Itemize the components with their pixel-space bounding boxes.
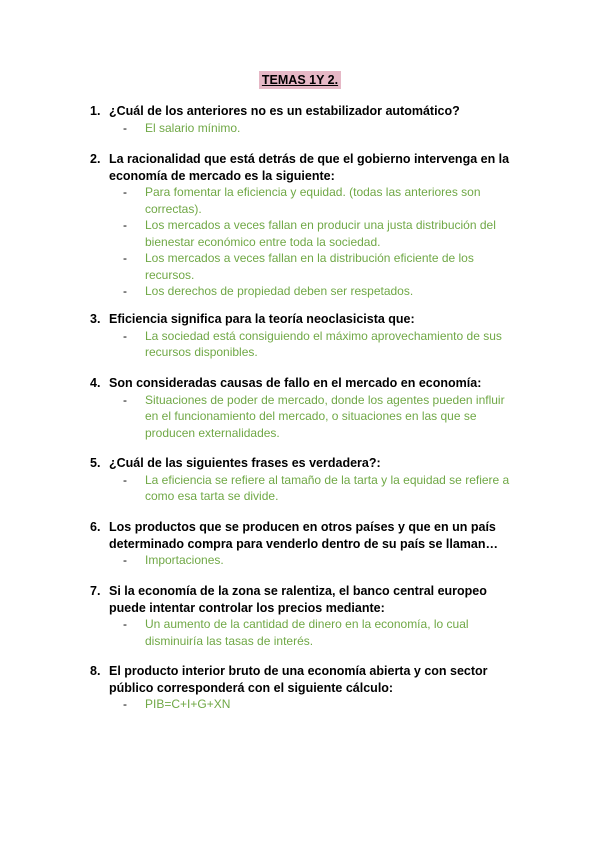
question-5 <box>90 455 520 505</box>
question-text: ¿Cuál de los anteriores no es un estabilizador automático? <box>109 104 460 118</box>
question-text: Los productos que se producen en otros países y que en un país determinado compra para venderlo dentro de su país se llaman… <box>109 520 499 551</box>
question-text: La racionalidad que está detrás de que el gobierno intervenga en la economía de mercado es la siguiente: <box>109 152 510 183</box>
bullet-dash: - <box>123 553 127 567</box>
question-4 <box>90 375 520 441</box>
question-3 <box>90 311 520 361</box>
answer-item <box>123 472 520 505</box>
answer-item <box>123 120 520 137</box>
answer-item <box>123 250 520 283</box>
question-number: 3. <box>90 312 101 326</box>
answer-item <box>123 616 520 649</box>
bullet-dash: - <box>123 617 127 631</box>
bullet-dash: - <box>123 218 127 232</box>
question-number: 8. <box>90 664 101 678</box>
answer-text: La sociedad está consiguiendo el máximo aprovechamiento de sus recursos disponibles. <box>145 328 502 359</box>
question-number: 7. <box>90 584 101 598</box>
bullet-dash: - <box>123 392 127 407</box>
question-text: Eficiencia significa para la teoría neoclasicista que: <box>109 312 415 326</box>
question-1 <box>90 103 520 136</box>
answer-text: El salario mínimo. <box>145 120 241 135</box>
bullet-dash: - <box>123 120 127 135</box>
bullet-dash: - <box>123 697 127 711</box>
answer-item <box>123 283 520 300</box>
answer-text: Los derechos de propiedad deben ser respetados. <box>145 284 414 298</box>
question-8 <box>90 663 520 713</box>
bullet-dash: - <box>123 328 127 343</box>
question-6 <box>90 519 520 569</box>
answer-item <box>123 184 520 217</box>
question-text: ¿Cuál de las siguientes frases es verdadera?: <box>109 456 381 470</box>
question-number: 5. <box>90 456 101 470</box>
answer-item <box>123 217 520 250</box>
question-number: 2. <box>90 152 101 166</box>
question-number: 1. <box>90 104 101 118</box>
answer-item <box>123 552 520 569</box>
answer-text: Situaciones de poder de mercado, donde los agentes pueden influir en el funcionamiento del mercado, o situaciones en las que se producen externalidades. <box>145 392 505 440</box>
question-number: 6. <box>90 520 101 534</box>
question-number: 4. <box>90 376 101 390</box>
answer-text: Importaciones. <box>145 553 224 567</box>
answer-text: Los mercados a veces fallan en producir una justa distribución del bienestar económico entre toda la sociedad. <box>145 218 496 249</box>
answer-text: Los mercados a veces fallan en la distribución eficiente de los recursos. <box>145 251 474 282</box>
answer-item <box>123 696 520 713</box>
answer-text: PIB=C+I+G+XN <box>145 697 231 711</box>
bullet-dash: - <box>123 185 127 199</box>
answer-text: Para fomentar la eficiencia y equidad. (todas las anteriores son correctas). <box>145 185 481 216</box>
bullet-dash: - <box>123 472 127 487</box>
answer-item <box>123 392 520 442</box>
answer-text: Un aumento de la cantidad de dinero en la economía, lo cual disminuiría las tasas de interés. <box>145 617 469 648</box>
document-title: TEMAS 1Y 2. <box>259 71 341 89</box>
question-text: Si la economía de la zona se ralentiza, el banco central europeo puede intentar controlar los precios mediante: <box>109 584 487 615</box>
question-7 <box>90 583 520 649</box>
answer-text: La eficiencia se refiere al tamaño de la tarta y la equidad se refiere a como esa tarta se divide. <box>145 472 510 503</box>
question-text: Son consideradas causas de fallo en el mercado en economía: <box>109 376 482 390</box>
question-2 <box>90 151 520 300</box>
question-text: El producto interior bruto de una economía abierta y con sector público corresponderá con el siguiente cálculo: <box>109 664 488 695</box>
bullet-dash: - <box>123 284 127 298</box>
answer-item <box>123 328 520 361</box>
bullet-dash: - <box>123 251 127 265</box>
